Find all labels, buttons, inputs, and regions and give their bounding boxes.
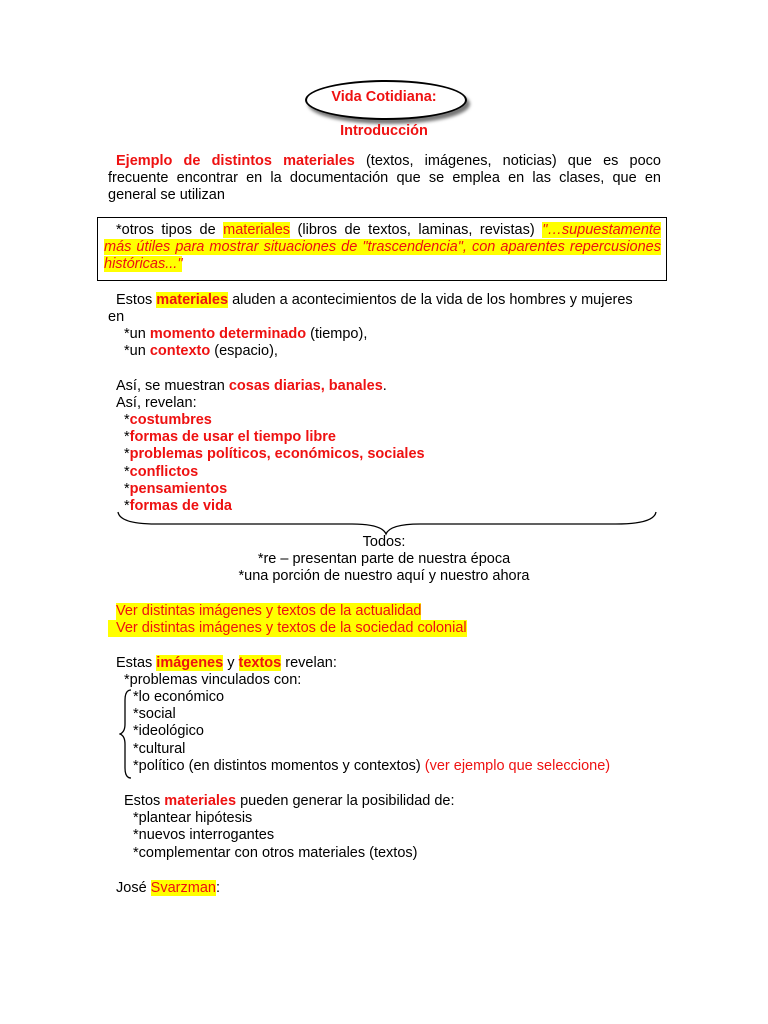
author-colon: : <box>215 880 220 896</box>
estas-post: revelan: <box>281 655 337 671</box>
box-quote: "…supuestamente más útiles para mostrar situaciones de "trascendencia", con aparentes repercusiones históricas..." <box>104 222 661 272</box>
posibilidad-item: *nuevos interrogantes <box>133 827 275 843</box>
intro-text: (textos, imágenes, noticias) que es poco frecuente encontrar en la documentación que se emplea en las clases, que en general se utilizan <box>108 153 661 203</box>
title-label: Vida Cotidiana <box>331 89 432 105</box>
box-materiales: materiales <box>223 222 291 238</box>
horizontal-brace <box>116 510 660 536</box>
todos-title: Todos: <box>362 534 406 550</box>
box-prefix: *otros tipos de <box>116 222 224 238</box>
momento-line <box>124 326 367 343</box>
revelan-item-3: conflictos <box>129 464 199 480</box>
estos-post: aluden a acontecimientos de la vida de los hombres y mujeres <box>228 292 633 308</box>
vertical-brace <box>119 688 133 780</box>
revelan-item: *conflictos <box>124 464 199 480</box>
posibilidad-materiales: materiales <box>164 793 237 809</box>
asi-line-1 <box>116 378 387 395</box>
politico-pre: *político (en distintos momentos y contextos) <box>133 758 425 774</box>
estos-en: en <box>108 309 125 325</box>
asi-line-2: Así, revelan: <box>116 395 197 411</box>
politico-note: (ver ejemplo que seleccione) <box>424 758 611 774</box>
problemas-item: *social <box>133 706 176 722</box>
quote-box-text <box>104 222 661 273</box>
intro-paragraph <box>108 153 661 204</box>
politico-line <box>133 758 610 775</box>
posibilidad-item: *complementar con otros materiales (textos) <box>133 845 418 861</box>
revelan-item-1: formas de usar el tiempo libre <box>129 429 336 445</box>
author-line <box>116 880 220 897</box>
revelan-item: *pensamientos <box>124 481 228 497</box>
revelan-item-2: problemas políticos, económicos, sociales <box>129 446 425 462</box>
problemas-item: *cultural <box>133 741 186 757</box>
ver-colonial: Ver distintas imágenes y textos de la sociedad colonial <box>108 620 467 637</box>
revelan-item-5: formas de vida <box>129 498 232 514</box>
todos-line-2: *una porción de nuestro aquí y nuestro ahora <box>238 568 530 584</box>
contexto-post: (espacio), <box>210 343 278 359</box>
author-pre: José <box>116 880 151 896</box>
contexto-bold: contexto <box>149 343 211 359</box>
posibilidad-item: *plantear hipótesis <box>133 810 253 826</box>
todos-line-1: *re – presentan parte de nuestra época <box>257 551 511 567</box>
estas-imagenes: imágenes <box>156 655 224 671</box>
estas-pre: Estas <box>116 655 157 671</box>
revelan-item-4: pensamientos <box>129 481 228 497</box>
estas-y: y <box>223 655 239 671</box>
box-middle: (libros de textos, laminas, revistas) <box>290 222 543 238</box>
estas-textos: textos <box>238 655 282 671</box>
section-heading: Introducción <box>340 123 428 139</box>
posibilidad-line <box>124 793 455 810</box>
contexto-pre: *un <box>124 343 150 359</box>
asi1-bold: cosas diarias, banales <box>228 378 383 394</box>
asi1-pre: Así, se muestran <box>116 378 229 394</box>
ver-actualidad: Ver distintas imágenes y textos de la actualidad <box>116 603 422 619</box>
problemas-line: *problemas vinculados con: <box>124 672 302 688</box>
page-title <box>305 89 463 106</box>
title-colon: : <box>431 89 437 105</box>
revelan-item: *formas de usar el tiempo libre <box>124 429 336 445</box>
revelan-item-0: costumbres <box>129 412 212 428</box>
posibilidad-pre: Estos <box>124 793 165 809</box>
author-name: Svarzman <box>150 880 216 896</box>
revelan-item: *formas de vida <box>124 498 232 514</box>
momento-bold: momento determinado <box>149 326 307 342</box>
estos-materiales: materiales <box>156 292 229 308</box>
asi1-post: . <box>382 378 387 394</box>
momento-pre: *un <box>124 326 150 342</box>
revelan-item: *problemas políticos, económicos, sociales <box>124 446 425 462</box>
revelan-item: *costumbres <box>124 412 212 428</box>
intro-highlight: Ejemplo de distintos materiales <box>116 153 355 169</box>
contexto-line <box>124 343 278 360</box>
momento-post: (tiempo), <box>306 326 368 342</box>
posibilidad-post: pueden generar la posibilidad de: <box>236 793 455 809</box>
problemas-item: *ideológico <box>133 723 204 739</box>
problemas-item: *lo económico <box>133 689 225 705</box>
estas-line <box>116 655 337 672</box>
estos-line <box>116 292 633 309</box>
estos-pre: Estos <box>116 292 157 308</box>
